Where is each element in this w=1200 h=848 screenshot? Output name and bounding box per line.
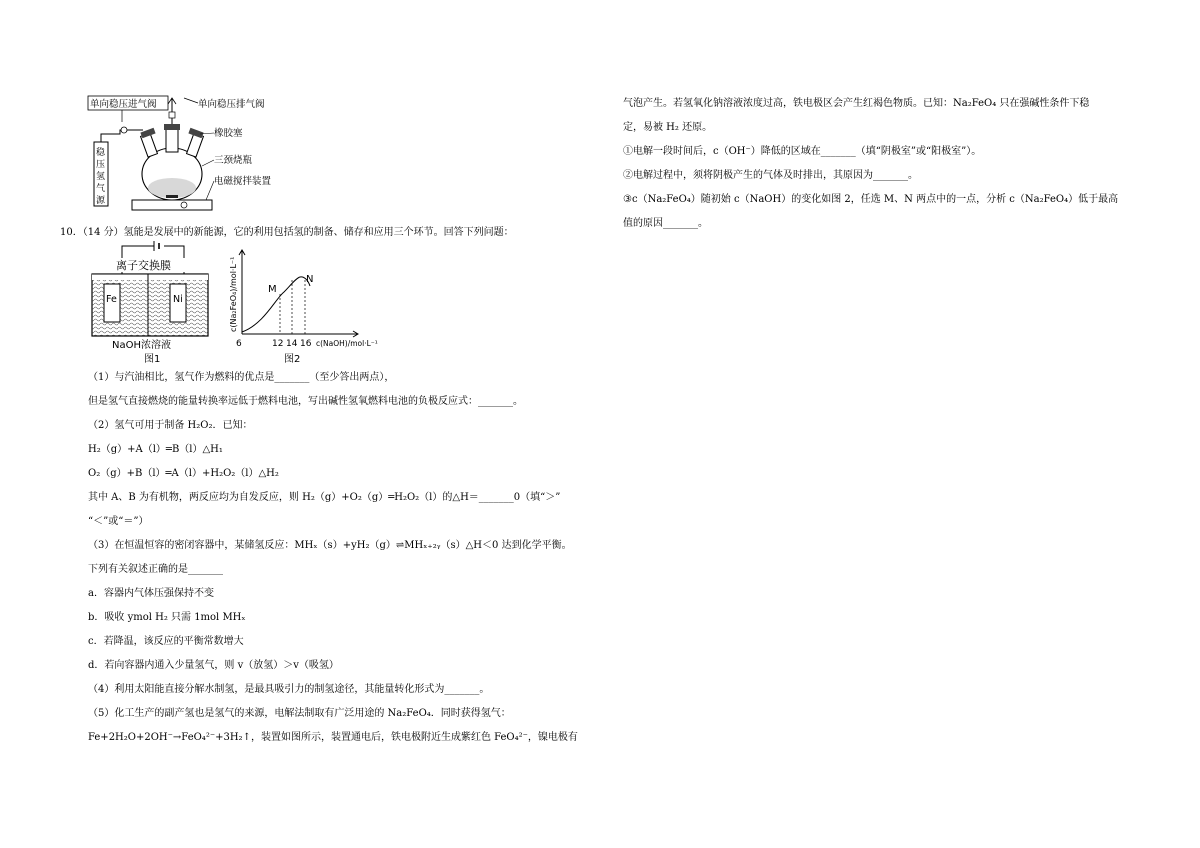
q-option-b: b．吸收 ymol H₂ 只需 1mol MHₓ [88,612,246,623]
tick-14: 14 [286,339,298,349]
apparatus-figure [88,92,298,214]
tick-12: 12 [272,339,284,349]
q-line-1: （1）与汽油相比，氢气作为燃料的优点是_______（至少答出两点）， [88,372,395,383]
label-stopper: 橡胶塞 [214,128,243,139]
tank-char-3: 氢 [96,172,106,182]
q-line-6: 其中 A、B 为有机物，两反应均为自发反应，则 H₂（g）+O₂（g）═H₂O₂（l）的△H＝_______0（填“＞” [88,492,561,503]
q-line-8: （3）在恒温恒容的密闭容器中，某储氢反应：MHₓ（s）+yH₂（g）⇌MHₓ₊₂ᵧ（s）△H＜0 达到化学平衡。 [88,540,572,551]
solution-label: NaOH浓溶液 [112,340,171,351]
q-line-part4: （4）利用太阳能直接分解水制氢，是最具吸引力的制氢途径，其能量转化形式为_______。 [88,684,490,695]
stirrer-base [132,200,212,210]
label-stirrer: 电磁搅拌装置 [214,176,272,187]
fe-label: Fe [106,294,117,305]
figure-2-chart [224,246,378,368]
r-line-4: ②电解过程中，须将阴极产生的气体及时排出，其原因为_______。 [623,170,918,181]
r-line-3: ①电解一段时间后，c（OH⁻）降低的区域在_______（填“阴极室”或“阳极室”）。 [623,146,982,157]
tick-16: 16 [300,339,312,349]
q-option-a: a．容器内气体压强保持不变 [88,588,214,599]
r-line-2: 定，易被 H₂ 还原。 [623,122,713,133]
r-line-1: 气泡产生。若氢氧化钠溶液浓度过高，铁电极区会产生红褐色物质。已知：Na₂FeO₄ 只在强碱性条件下稳 [623,98,1090,109]
tank-char-1: 稳 [96,148,106,158]
label-flask: 三颈烧瓶 [214,155,253,166]
q-line-3: （2）氢气可用于制备 H₂O₂．已知： [88,420,253,431]
label-outlet-valve: 单向稳压排气阀 [198,99,265,110]
q-line-4: H₂（g）+A（l）═B（l）△H₁ [88,444,223,455]
figure-2-ylabel: c(Na₂FeO₄)/mol·L⁻¹ [229,256,238,332]
q-line-9: 下列有关叙述正确的是_______ [88,564,223,575]
tank-char-5: 源 [96,196,106,206]
q-line-2: 但是氢气直接燃烧的能量转换率远低于燃料电池，写出碱性氢氧燃料电池的负极反应式：_______。 [88,396,523,407]
q-option-d: d．若向容器内通入少量氢气，则 v（放氢）＞v（吸氢） [88,660,339,671]
ni-label: Ni [173,294,183,305]
q-option-c: c．若降温，该反应的平衡常数增大 [88,636,244,647]
q-line-equation: Fe+2H₂O+2OH⁻→FeO₄²⁻+3H₂↑，装置如图所示，装置通电后，铁电极附近生成紫红色 FeO₄²⁻，镍电极有 [88,732,578,743]
tick-6: 6 [236,339,242,349]
label-inlet-valve: 单向稳压进气阀 [90,99,157,110]
figure-1-caption: 图1 [144,354,161,365]
figure-2-xlabel: c(NaOH)/mol·L⁻¹ [316,339,378,348]
q-line-7: “＜”或“＝”） [88,516,149,527]
membrane-label: 离子交换膜 [116,259,171,272]
point-n-label: N [306,274,314,285]
tank-char-4: 气 [96,184,106,194]
tank-char-2: 压 [96,160,106,170]
q-line-5: O₂（g）+B（l）═A（l）+H₂O₂（l）△H₂ [88,468,279,479]
question-intro: 10．（14 分）氢能是发展中的新能源，它的利用包括氢的制备、储存和应用三个环节。回答下列问题： [60,227,514,238]
figure-2-caption: 图2 [284,354,301,365]
r-line-5: ③c（Na₂FeO₄）随初始 c（NaOH）的变化如图 2，任选 M、N 两点中的一点，分析 c（Na₂FeO₄）低于最高 [623,194,1119,205]
r-line-6: 值的原因_______。 [623,218,708,229]
q-line-part5: （5）化工生产的副产氢也是氢气的来源，电解法制取有广泛用途的 Na₂FeO₄．同时获得氢气： [88,708,511,719]
point-m-label: M [268,284,277,295]
figure-1-electrolysis [88,238,220,366]
